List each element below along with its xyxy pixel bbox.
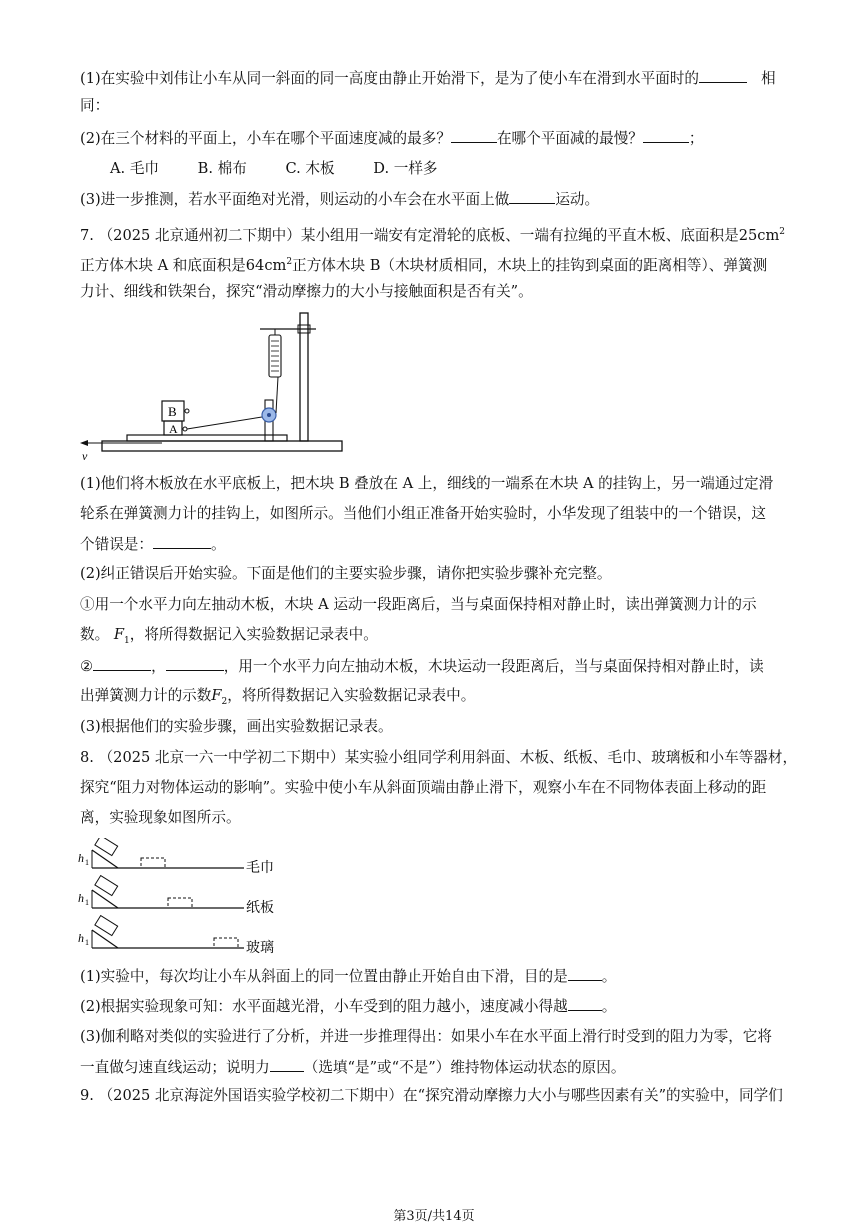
q6-part1-line1 [80,68,776,89]
answer-blank[interactable] [699,68,747,83]
option-b[interactable]: B. 棉布 [197,160,247,177]
q7-step2-text: ，用一个水平力向左抽动木板，木块运动一段距离后，当与桌面保持相对静止时，读 [223,658,764,675]
q8-s3-line2 [80,1057,625,1078]
q7-stem-text: 7. （2025 北京通州初二下期中）某小组用一端安有定滑轮的底板、一端有拉绳的平直木板、底面积是 [80,226,739,244]
velocity-arrowhead [80,440,88,446]
q7-s1-end: 。 [210,536,226,553]
q8-s3-text: 一直做匀速直线运动；说明力 [80,1059,270,1076]
answer-blank[interactable] [270,1057,304,1072]
height-label: h [78,931,84,945]
q6-part1-text-end: 相 [760,70,776,87]
ramp-towel [78,838,274,876]
force-subscript: 1 [123,635,130,646]
q7-line3: 力计、细线和铁架台，探究“滑动摩擦力的大小与接触面积是否有关”。 [80,283,533,300]
q7-s1-line3 [80,534,226,555]
q6-part1-text: (1)在实验中刘伟让小车从同一斜面的同一高度由静止开始滑下，是为了使小车在滑到水平面时的 [80,70,700,87]
page-footer: 第3页/共14页 [393,1209,475,1224]
block-b-label: B [168,404,177,419]
q6-part2-text-b: 在哪个平面减的最慢？ [496,130,643,147]
q7-s1-line1: (1)他们将木板放在水平底板上，把木块 B 叠放在 A 上，细线的一端系在木块 A 的挂钩上，另一端通过定滑 [80,475,774,492]
q9-line1: 9. （2025 北京海淀外国语实验学校初二下期中）在“探究滑动摩擦力大小与哪些因素有关”的实验中，同学们 [80,1087,783,1104]
string [187,417,262,429]
q8-line1: 8. （2025 北京一六一中学初二下期中）某实验小组同学利用斜面、木板、纸板、毛巾、玻璃板和小车等器材， [80,749,798,766]
answer-blank[interactable] [93,656,151,671]
q6-part1-line2: 同： [80,97,110,114]
q6-part2-line [80,128,704,149]
q6-part2-text-c: ； [688,130,704,147]
q7-area-b-exp: 2 [286,257,293,267]
height-subscript: 1 [85,898,89,907]
q7-line1 [80,222,785,246]
answer-blank[interactable] [643,128,689,143]
height-label: h [78,851,84,865]
q7-step2-text-2: 出弹簧测力计的示数 [80,687,212,704]
q8-line2: 探究“阻力对物体运动的影响”。实验中使小车从斜面顶端由静止滑下，观察小车在不同物体表面上移动的距 [80,779,767,796]
q7-stem-text-3: 正方体木块 B（木块材质相同，木块上的挂钩到桌面的距离相等）、弹簧测 [292,256,768,274]
option-a[interactable]: A. 毛巾 [110,160,160,177]
ramp-cardboard [78,876,274,916]
block-a-label: A [169,422,178,436]
comma: ， [151,658,166,675]
velocity-label: v [82,449,88,463]
step-marker: ② [80,658,94,675]
option-c[interactable]: C. 木板 [285,160,335,177]
q7-s1-line2: 轮系在弹簧测力计的挂钩上，如图所示。当他们小组正准备开始实验时，小华发现了组装中的一个错误，这 [80,505,766,522]
q8-s3-line1: (3)伽利略对类似的实验进行了分析，并进一步推理得出：如果小车在水平面上滑行时受到的阻力为零，它将 [80,1028,772,1045]
height-subscript: 1 [85,858,89,867]
q8-s2-end: 。 [601,998,617,1015]
q6-part3-text-b: 运动。 [555,191,600,208]
q6-options [110,159,472,179]
force-subscript: 2 [221,696,228,707]
answer-blank[interactable] [153,534,211,549]
wooden-board [127,435,287,441]
q7-s2-step2-line1 [80,656,764,677]
q7-area-a: 25cm [738,226,780,244]
answer-blank[interactable] [451,128,497,143]
q6-part3-text: (3)进一步推测，若水平面绝对光滑，则运动的小车会在水平面上做 [80,191,510,208]
q8-ramps-figure [76,838,296,958]
q7-s2-step2-line2 [80,686,475,712]
q8-s1-end: 。 [601,968,617,985]
q7-s1-text: 个错误是： [80,536,153,553]
label-glass: 玻璃 [246,940,274,956]
q7-step1-text: 数。 [80,626,110,643]
iron-stand-rod [300,313,308,441]
q7-s2-line: (2)纠正错误后开始实验。下面是他们的主要实验步骤，请你把实验步骤补充完整。 [80,565,612,582]
q8-s1-line [80,966,616,987]
q8-s3-text-end: （选填“是”或“不是”）维持物体运动状态的原因。 [303,1059,626,1076]
ramp-glass [78,916,274,956]
option-d[interactable]: D. 一样多 [373,160,438,177]
q7-apparatus-figure [72,305,352,465]
answer-blank[interactable] [568,996,602,1011]
q7-line2 [80,252,767,276]
height-subscript: 1 [85,938,89,947]
q7-area-a-exp: 2 [779,227,786,237]
q7-stem-text-2: 正方体木块 A 和底面积是 [80,256,246,274]
hook-a [183,427,187,431]
q7-area-b: 64cm [245,256,287,274]
height-label: h [78,891,84,905]
force-symbol: F [211,687,222,704]
spring-scale-ticks [271,341,279,371]
q7-s3-line: (3)根据他们的实验步骤，画出实验数据记录表。 [80,718,393,735]
label-cardboard: 纸板 [246,900,274,916]
q8-line3: 离，实验现象如图所示。 [80,809,241,826]
q6-part2-text: (2)在三个材料的平面上，小车在哪个平面速度减的最多？ [80,130,451,147]
pulley-axle [267,413,271,417]
q7-s2-step1-line1: ①用一个水平力向左抽动木板，木块 A 运动一段距离后，当与桌面保持相对静止时，读出弹簧测力计的示 [80,596,757,613]
q8-s2-line [80,996,616,1017]
force-symbol: F [113,626,124,643]
answer-blank[interactable] [568,966,602,981]
q7-s2-step1-line2 [80,625,378,651]
q8-s2-text: (2)根据实验现象可知：水平面越光滑，小车受到的阻力越小，速度减小得越 [80,998,568,1015]
answer-blank[interactable] [509,189,555,204]
q7-step1-text-end: ，将所得数据记入实验数据记录表中。 [129,626,378,643]
q7-step2-text-end: ，将所得数据记入实验数据记录表中。 [227,687,476,704]
q6-part3-line [80,189,599,210]
string-up [276,377,278,413]
label-towel: 毛巾 [246,860,274,876]
hook-b [185,409,189,413]
q8-s1-text: (1)实验中，每次均让小车从斜面上的同一位置由静止开始自由下滑，目的是 [80,968,568,985]
answer-blank[interactable] [166,656,224,671]
